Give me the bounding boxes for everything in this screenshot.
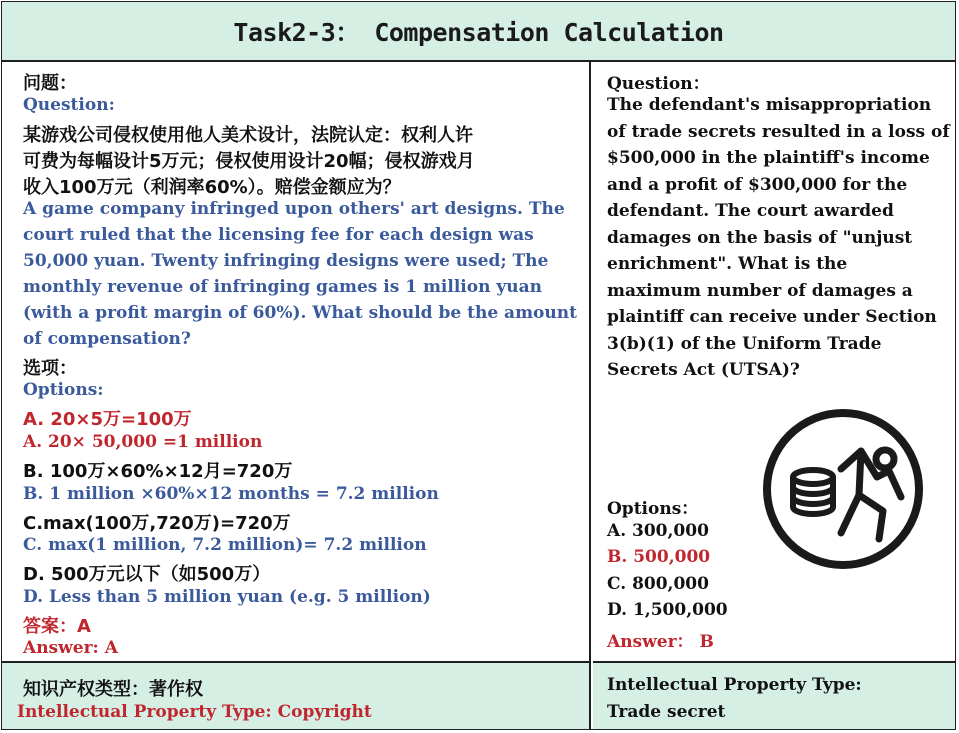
option-c-en: C. max(1 million, 7.2 million)= 7.2 million	[23, 535, 427, 555]
answer-cn: 答案：A	[23, 616, 91, 637]
question-line: $500,000 in the plaintiff's income	[607, 148, 930, 168]
question-en-line: of compensation?	[23, 329, 191, 349]
left-panel	[2, 61, 591, 661]
question-line: and a profit of $300,000 for the	[607, 175, 908, 195]
coins-and-running-person-icon	[761, 407, 925, 571]
question-cn-line: 某游戏公司侵权使用他人美术设计，法院认定：权利人许	[23, 125, 473, 146]
answer-en: Answer: A	[23, 638, 118, 658]
option-d: D. 1,500,000	[607, 600, 728, 620]
options-en-label: Options:	[23, 380, 104, 400]
question-line: plaintiff can receive under Section	[607, 307, 937, 327]
question-line: of trade secrets resulted in a loss of	[607, 122, 950, 142]
option-b-cn: B. 100万×60%×12月=720万	[23, 461, 293, 482]
question-en-line: monthly revenue of infringing games is 1 million yuan	[23, 277, 542, 297]
question-en-label: Question:	[23, 95, 115, 115]
question-en-line: (with a profit margin of 60%). What should be the amount	[23, 303, 577, 323]
option-b-en: B. 1 million ×60%×12 months = 7.2 million	[23, 484, 439, 504]
option-a-en: A. 20× 50,000 =1 million	[23, 432, 263, 452]
ip-type-value: Trade secret	[607, 702, 726, 722]
option-d-en: D. Less than 5 million yuan (e.g. 5 million)	[23, 587, 431, 607]
answer: Answer： B	[607, 632, 714, 652]
ip-type-footer-left	[2, 661, 591, 729]
right-panel	[593, 61, 955, 661]
question-cn-line: 收入100万元（利润率60%）。赔偿金额应为？	[23, 177, 401, 198]
option-d-cn: D. 500万元以下（如500万）	[23, 564, 271, 585]
option-a: A. 300,000	[607, 521, 709, 541]
option-b: B. 500,000	[607, 547, 711, 567]
options-label: Options：	[607, 499, 699, 519]
option-c: C. 800,000	[607, 574, 709, 594]
question-line: damages on the basis of "unjust	[607, 228, 913, 248]
option-c-cn: C.max(100万,720万)=720万	[23, 513, 291, 534]
question-label: Question：	[607, 74, 710, 94]
page-title: Task2-3： Compensation Calculation	[2, 2, 955, 62]
question-line: maximum number of damages a	[607, 281, 913, 301]
question-cn-line: 可费为每幅设计5万元；侵权使用设计20幅；侵权游戏月	[23, 151, 475, 172]
question-cn-label: 问题：	[23, 73, 77, 94]
question-line: defendant. The court awarded	[607, 201, 894, 221]
question-line: Secrets Act (UTSA)?	[607, 360, 800, 380]
task-card	[1, 1, 956, 730]
options-cn-label: 选项：	[23, 358, 77, 379]
question-line: The defendant's misappropriation	[607, 95, 932, 115]
ip-type-en: Intellectual Property Type: Copyright	[17, 702, 372, 722]
question-en-line: A game company infringed upon others' art designs. The	[23, 199, 565, 219]
question-en-line: court ruled that the licensing fee for each design was	[23, 225, 534, 245]
question-line: enrichment". What is the	[607, 254, 848, 274]
question-en-line: 50,000 yuan. Twenty infringing designs were used; The	[23, 251, 549, 271]
ip-type-cn: 知识产权类型：著作权	[23, 679, 203, 700]
ip-type-label: Intellectual Property Type:	[607, 675, 862, 695]
ip-type-footer-right	[593, 661, 955, 729]
question-line: 3(b)(1) of the Uniform Trade	[607, 334, 882, 354]
option-a-cn: A. 20×5万=100万	[23, 409, 192, 430]
